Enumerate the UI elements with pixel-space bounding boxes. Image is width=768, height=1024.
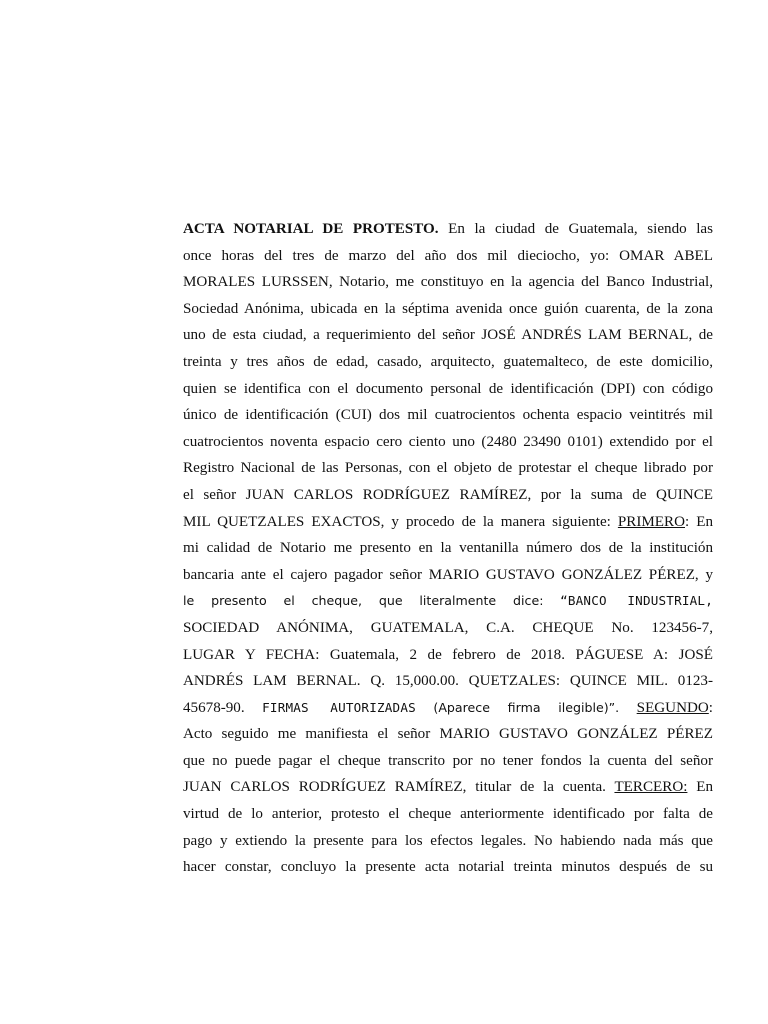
doc-line: ACTA NOTARIAL DE PROTESTO. En la ciudad de Guatemala, siendo las	[183, 221, 713, 237]
doc-line: MIL QUETZALES EXACTOS, y procedo de la manera siguiente: PRIMERO: En	[183, 513, 713, 530]
doc-line: el señor JUAN CARLOS RODRÍGUEZ RAMÍREZ, por la suma de QUINCE	[183, 486, 713, 503]
doc-line: MORALES LURSSEN, Notario, me constituyo en la agencia del Banco Industrial,	[183, 274, 713, 291]
doc-line: Acto seguido me manifiesta el señor MARIO GUSTAVO GONZÁLEZ PÉREZ	[183, 726, 713, 743]
cheque-quote-start: “BANCO INDUSTRIAL,	[560, 593, 714, 609]
doc-line: LUGAR Y FECHA: Guatemala, 2 de febrero de 2018. PÁGUESE A: JOSÉ	[183, 646, 713, 663]
doc-line: hacer constar, concluyo la presente acta notarial treinta minutos después de su	[183, 859, 713, 876]
document-title: ACTA NOTARIAL DE PROTESTO.	[183, 221, 439, 237]
doc-line: quien se identifica con el documento personal de identificación (DPI) con código	[183, 380, 713, 397]
signature-note: (Aparece firma ilegible)”.	[433, 699, 620, 715]
doc-line: ANDRÉS LAM BERNAL. Q. 15,000.00. QUETZALES: QUINCE MIL. 0123-	[183, 673, 713, 690]
doc-line: Sociedad Anónima, ubicada en la séptima avenida once guión cuarenta, de la zona	[183, 300, 713, 317]
doc-line: virtud de lo anterior, protesto el cheque anteriormente identificado por falta de	[183, 806, 713, 823]
doc-line: le presento el cheque, que literalmente dice: “BANCO INDUSTRIAL,	[183, 593, 714, 609]
doc-line: 45678-90. FIRMAS AUTORIZADAS (Aparece firma ilegible)”. SEGUNDO:	[183, 699, 713, 716]
doc-line: pago y extiendo la presente para los efectos legales. No habiendo nada más que	[183, 832, 713, 849]
heading-tercero: TERCERO:	[614, 779, 688, 796]
notarial-document	[183, 216, 713, 881]
doc-line: Registro Nacional de las Personas, con el objeto de protestar el cheque librado por	[183, 460, 713, 477]
doc-line: único de identificación (CUI) dos mil cuatrocientos ochenta espacio veintitrés mil	[183, 407, 713, 424]
doc-line: cuatrocientos noventa espacio cero ciento uno (2480 23490 0101) extendido por el	[183, 433, 713, 450]
doc-line: bancaria ante el cajero pagador señor MARIO GUSTAVO GONZÁLEZ PÉREZ, y	[183, 566, 713, 583]
doc-line: uno de esta ciudad, a requerimiento del señor JOSÉ ANDRÉS LAM BERNAL, de	[183, 327, 713, 344]
doc-line: mi calidad de Notario me presento en la ventanilla número dos de la institución	[183, 540, 713, 557]
doc-line: que no puede pagar el cheque transcrito por no tener fondos la cuenta del señor	[183, 752, 713, 769]
doc-line: JUAN CARLOS RODRÍGUEZ RAMÍREZ, titular de la cuenta. TERCERO: En	[183, 779, 713, 796]
firmas-autorizadas: FIRMAS AUTORIZADAS	[262, 699, 416, 715]
heading-primero: PRIMERO	[617, 513, 685, 530]
doc-line: SOCIEDAD ANÓNIMA, GUATEMALA, C.A. CHEQUE No. 123456-7,	[183, 619, 713, 636]
heading-segundo: SEGUNDO	[636, 699, 709, 716]
doc-line: treinta y tres años de edad, casado, arquitecto, guatemalteco, de este domicilio,	[183, 353, 713, 370]
doc-line: once horas del tres de marzo del año dos mil dieciocho, yo: OMAR ABEL	[183, 247, 713, 264]
